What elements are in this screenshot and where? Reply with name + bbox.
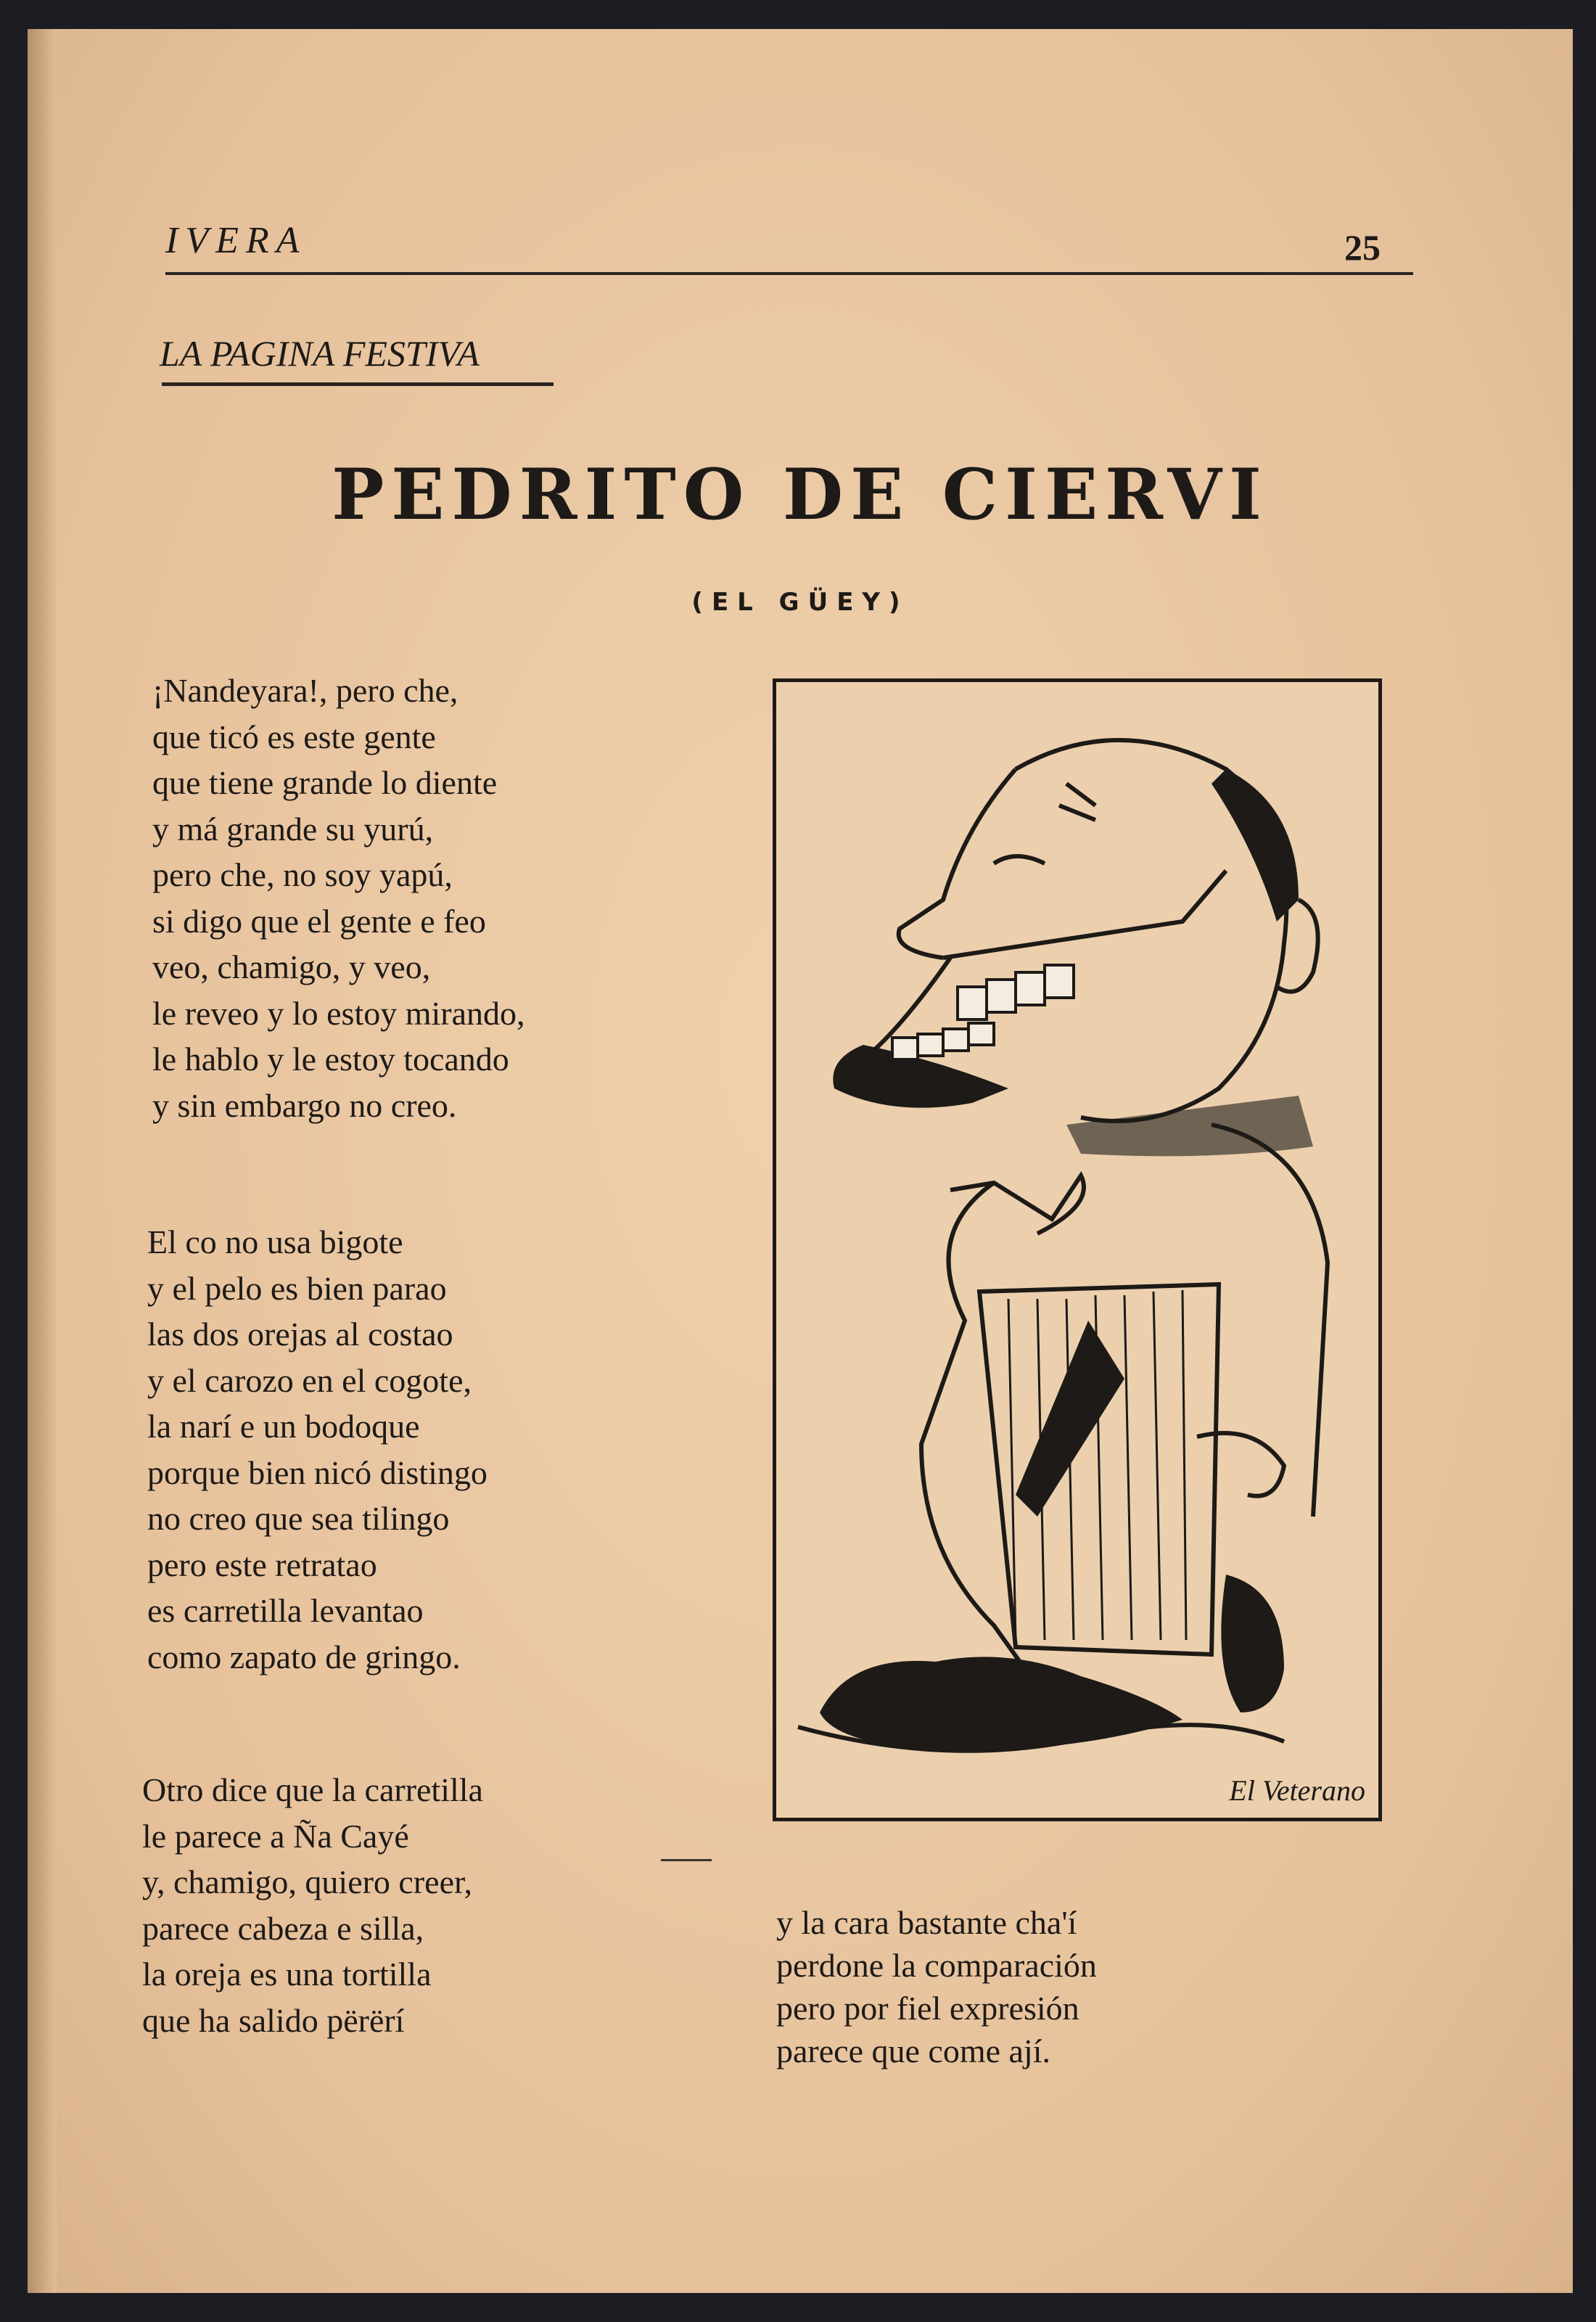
poem-line: que ha salido përërí xyxy=(142,2001,405,2039)
poem-line: no creo que sea tilingo xyxy=(147,1500,450,1537)
poem-line: y, chamigo, quiero creer, xyxy=(142,1863,472,1900)
poem-line: Otro dice que la carretilla xyxy=(142,1771,483,1808)
running-header-title: IVERA xyxy=(165,220,307,261)
article-subtitle: (EL GÜEY) xyxy=(691,588,909,617)
poem-line: y má grande su yurú, xyxy=(152,810,434,848)
poem-line: es carretilla levantao xyxy=(147,1592,424,1629)
poem-line: pero che, no soy yapú, xyxy=(152,856,453,893)
poem-line: si digo que el gente e feo xyxy=(152,902,486,940)
poem-line: que tiene grande lo diente xyxy=(152,764,498,801)
poem-line: ¡Nandeyara!, pero che, xyxy=(152,672,458,709)
section-heading: LA PAGINA FESTIVA xyxy=(160,333,480,374)
header-rule xyxy=(165,272,1413,275)
magazine-page xyxy=(28,29,1573,2293)
poem-line: porque bien nicó distingo xyxy=(147,1453,488,1491)
poem-line: le parece a Ña Cayé xyxy=(142,1817,409,1855)
poem-line: la oreja es una tortilla xyxy=(142,1956,432,1993)
poem-stanza-3 xyxy=(142,1767,483,2043)
poem-stanza-2 xyxy=(147,1219,488,1680)
poem-line: El co no usa bigote xyxy=(147,1223,403,1260)
artist-signature: El Veterano xyxy=(1229,1774,1365,1807)
caricature-illustration xyxy=(773,678,1382,1821)
poem-line: que ticó es este gente xyxy=(152,718,436,755)
caricature-drawing xyxy=(776,682,1378,1818)
poem-line: pero por fiel expresión xyxy=(776,1990,1079,2027)
page-number: 25 xyxy=(1344,227,1381,268)
poem-line: le hablo y le estoy tocando xyxy=(152,1041,509,1078)
book-spine-shadow xyxy=(28,29,57,2293)
poem-line: y sin embargo no creo. xyxy=(152,1086,457,1124)
poem-stanza-1 xyxy=(152,668,525,1128)
column-divider-dash xyxy=(661,1859,712,1861)
poem-line: como zapato de gringo. xyxy=(147,1638,461,1675)
poem-line: parece cabeza e silla, xyxy=(142,1909,424,1947)
poem-line: pero este retratao xyxy=(147,1546,377,1583)
article-title: PEDRITO DE CIERVI xyxy=(332,454,1269,536)
poem-line: parece que come ají. xyxy=(776,2032,1050,2069)
poem-line: la narí e un bodoque xyxy=(147,1408,420,1445)
poem-line: y el carozo en el cogote, xyxy=(147,1361,472,1399)
poem-line: veo, chamigo, y veo, xyxy=(152,948,431,985)
poem-line: las dos orejas al costao xyxy=(147,1316,453,1353)
section-underline xyxy=(162,382,554,386)
poem-stanza-4 xyxy=(776,1901,1097,2072)
poem-line: le reveo y lo estoy mirando, xyxy=(152,994,525,1032)
poem-line: y el pelo es bien parao xyxy=(147,1269,447,1307)
poem-line: perdone la comparación xyxy=(776,1947,1097,1984)
poem-line: y la cara bastante cha'í xyxy=(776,1904,1077,1941)
